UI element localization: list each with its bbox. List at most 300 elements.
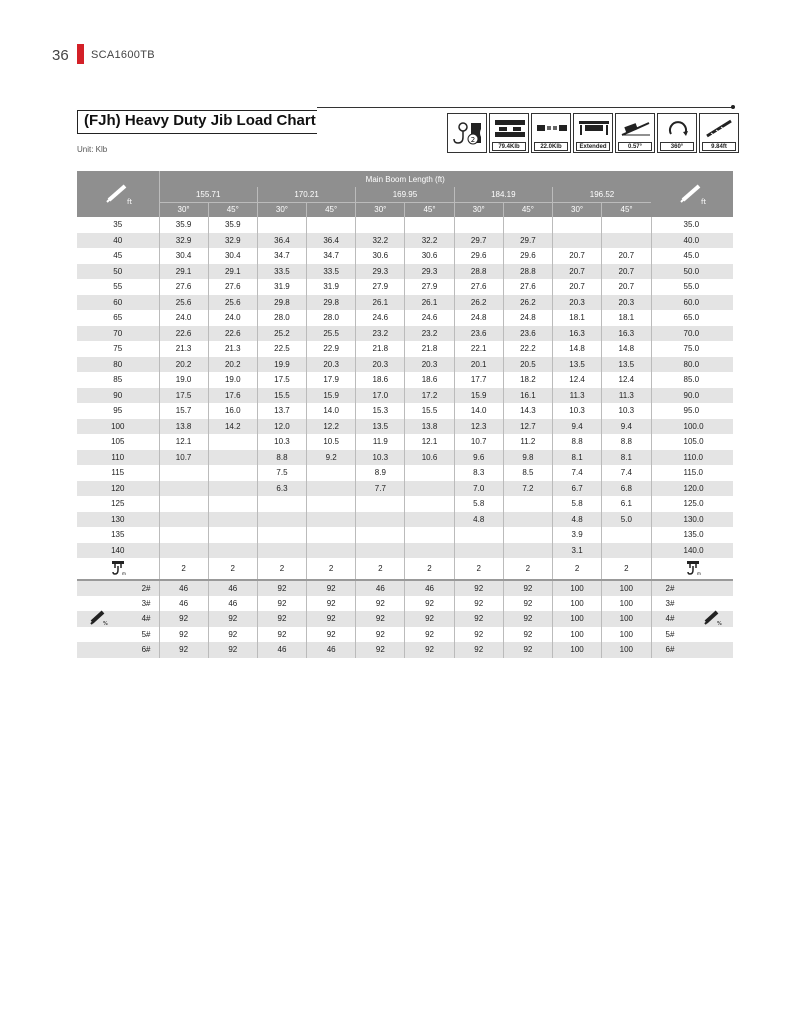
load-cell: 13.5 bbox=[356, 419, 405, 435]
hook-lines-icon bbox=[684, 560, 702, 576]
load-cell: 10.3 bbox=[602, 403, 651, 419]
radius-cell-right: 135.0 bbox=[651, 527, 733, 543]
load-cell: 13.8 bbox=[159, 419, 208, 435]
load-cell: 8.8 bbox=[257, 450, 306, 466]
table-row bbox=[77, 326, 733, 342]
load-cell: 20.3 bbox=[307, 357, 356, 373]
table-row bbox=[77, 543, 733, 559]
radius-cell-right: 95.0 bbox=[651, 403, 733, 419]
load-cell: 7.7 bbox=[356, 481, 405, 497]
load-cell bbox=[405, 217, 454, 233]
boom-angle-header: 30° bbox=[454, 202, 503, 217]
table-row bbox=[77, 357, 733, 373]
telescoping-row bbox=[77, 580, 733, 596]
load-cell bbox=[159, 465, 208, 481]
load-cell bbox=[159, 512, 208, 528]
radius-cell: 45 bbox=[77, 248, 159, 264]
load-cell: 5.8 bbox=[553, 496, 602, 512]
load-cell: 8.9 bbox=[356, 465, 405, 481]
load-cell: 3.1 bbox=[553, 543, 602, 559]
load-cell bbox=[208, 450, 257, 466]
radius-cell-right: 115.0 bbox=[651, 465, 733, 481]
load-cell: 27.6 bbox=[454, 279, 503, 295]
load-cell: 24.6 bbox=[405, 310, 454, 326]
load-cell: 13.5 bbox=[602, 357, 651, 373]
radius-cell: 40 bbox=[77, 233, 159, 249]
telescoping-cell: 92 bbox=[503, 580, 552, 596]
telescope-percent-icon bbox=[89, 608, 109, 626]
load-cell: 10.6 bbox=[405, 450, 454, 466]
load-cell: 14.3 bbox=[503, 403, 552, 419]
telescoping-cell: 92 bbox=[159, 642, 208, 658]
load-cell: 27.9 bbox=[356, 279, 405, 295]
load-cell: 15.3 bbox=[356, 403, 405, 419]
load-cell bbox=[307, 543, 356, 559]
load-cell: 12.3 bbox=[454, 419, 503, 435]
boom-radius-icon bbox=[103, 180, 133, 206]
load-cell bbox=[208, 496, 257, 512]
load-cell: 10.5 bbox=[307, 434, 356, 450]
load-cell: 36.4 bbox=[307, 233, 356, 249]
load-cell bbox=[307, 496, 356, 512]
load-cell: 28.8 bbox=[503, 264, 552, 280]
load-cell bbox=[553, 233, 602, 249]
load-cell bbox=[257, 512, 306, 528]
load-cell: 12.2 bbox=[307, 419, 356, 435]
load-cell bbox=[208, 434, 257, 450]
red-accent-bar bbox=[77, 44, 84, 64]
section-label-right: 4# % bbox=[651, 611, 733, 627]
telescoping-cell: 92 bbox=[356, 627, 405, 643]
load-cell: 23.2 bbox=[356, 326, 405, 342]
load-cell bbox=[307, 217, 356, 233]
load-cell: 6.8 bbox=[602, 481, 651, 497]
telescoping-cell: 92 bbox=[159, 611, 208, 627]
telescoping-cell: 92 bbox=[454, 642, 503, 658]
counterweight-label: 79.4Klb bbox=[492, 142, 526, 151]
hook-weight-icon bbox=[447, 113, 487, 153]
load-cell: 4.8 bbox=[553, 512, 602, 528]
load-cell: 11.9 bbox=[356, 434, 405, 450]
load-cell: 16.1 bbox=[503, 388, 552, 404]
load-cell: 27.9 bbox=[405, 279, 454, 295]
boom-angle-header: 30° bbox=[553, 202, 602, 217]
radius-cell-right: 45.0 bbox=[651, 248, 733, 264]
telescoping-cell: 100 bbox=[553, 627, 602, 643]
load-cell bbox=[356, 217, 405, 233]
load-cell: 20.2 bbox=[208, 357, 257, 373]
load-cell: 10.3 bbox=[257, 434, 306, 450]
load-cell: 23.6 bbox=[503, 326, 552, 342]
radius-cell: 105 bbox=[77, 434, 159, 450]
load-cell: 25.5 bbox=[307, 326, 356, 342]
load-cell: 29.3 bbox=[356, 264, 405, 280]
parts-of-line-cell: 2 bbox=[159, 558, 208, 580]
load-cell bbox=[208, 465, 257, 481]
load-cell: 33.5 bbox=[257, 264, 306, 280]
load-cell: 29.3 bbox=[405, 264, 454, 280]
load-cell: 7.4 bbox=[602, 465, 651, 481]
svg-text:ft: ft bbox=[701, 198, 707, 206]
load-cell: 19.0 bbox=[159, 372, 208, 388]
load-cell: 8.8 bbox=[553, 434, 602, 450]
load-cell: 24.8 bbox=[454, 310, 503, 326]
radius-cell-right: 70.0 bbox=[651, 326, 733, 342]
load-cell: 5.8 bbox=[454, 496, 503, 512]
telescoping-cell: 92 bbox=[159, 627, 208, 643]
table-row bbox=[77, 450, 733, 466]
load-cell: 12.0 bbox=[257, 419, 306, 435]
telescoping-row bbox=[77, 611, 733, 627]
telescoping-row bbox=[77, 627, 733, 643]
telescoping-cell: 92 bbox=[454, 596, 503, 612]
load-cell bbox=[503, 512, 552, 528]
boom-length-header: 184.19 bbox=[454, 187, 552, 202]
telescoping-row bbox=[77, 596, 733, 612]
load-cell: 11.3 bbox=[553, 388, 602, 404]
load-cell: 9.4 bbox=[553, 419, 602, 435]
telescoping-cell: 92 bbox=[454, 580, 503, 596]
outrigger-label: Extended bbox=[576, 142, 610, 151]
page-number: 36 bbox=[52, 47, 69, 64]
table-row bbox=[77, 481, 733, 497]
table-row bbox=[77, 233, 733, 249]
title-rule-dot bbox=[731, 105, 735, 109]
telescoping-row bbox=[77, 642, 733, 658]
load-cell: 13.5 bbox=[553, 357, 602, 373]
load-cell: 9.8 bbox=[503, 450, 552, 466]
load-cell: 8.1 bbox=[602, 450, 651, 466]
outrigger-icon bbox=[573, 113, 613, 153]
telescoping-cell: 92 bbox=[405, 627, 454, 643]
load-cell bbox=[208, 512, 257, 528]
radius-cell: 80 bbox=[77, 357, 159, 373]
load-cell: 11.2 bbox=[503, 434, 552, 450]
load-cell: 30.6 bbox=[356, 248, 405, 264]
load-cell: 36.4 bbox=[257, 233, 306, 249]
load-cell: 17.7 bbox=[454, 372, 503, 388]
radius-cell-right: 120.0 bbox=[651, 481, 733, 497]
load-cell: 19.9 bbox=[257, 357, 306, 373]
load-cell: 7.0 bbox=[454, 481, 503, 497]
load-cell: 7.4 bbox=[553, 465, 602, 481]
radius-cell-right: 65.0 bbox=[651, 310, 733, 326]
radius-cell: 50 bbox=[77, 264, 159, 280]
section-label-right: 3# bbox=[651, 596, 733, 612]
load-cell: 12.1 bbox=[405, 434, 454, 450]
boom-length-header: 155.71 bbox=[159, 187, 257, 202]
load-cell: 29.8 bbox=[257, 295, 306, 311]
load-cell: 12.7 bbox=[503, 419, 552, 435]
radius-cell: 110 bbox=[77, 450, 159, 466]
load-cell: 26.1 bbox=[405, 295, 454, 311]
load-cell: 17.5 bbox=[257, 372, 306, 388]
parts-of-line-icon-cell bbox=[77, 558, 159, 580]
load-cell: 28.0 bbox=[257, 310, 306, 326]
radius-cell-right: 100.0 bbox=[651, 419, 733, 435]
parts-of-line-cell: 2 bbox=[602, 558, 651, 580]
telescoping-cell: 92 bbox=[503, 627, 552, 643]
radius-cell: 95 bbox=[77, 403, 159, 419]
table-row bbox=[77, 496, 733, 512]
telescoping-cell: 92 bbox=[503, 642, 552, 658]
load-cell bbox=[307, 512, 356, 528]
load-cell: 20.7 bbox=[553, 279, 602, 295]
load-cell: 20.7 bbox=[602, 279, 651, 295]
load-cell: 20.3 bbox=[405, 357, 454, 373]
telescoping-cell: 92 bbox=[405, 642, 454, 658]
load-cell: 20.7 bbox=[553, 264, 602, 280]
radius-cell-right: 40.0 bbox=[651, 233, 733, 249]
telescoping-cell: 100 bbox=[553, 642, 602, 658]
radius-cell: 135 bbox=[77, 527, 159, 543]
parts-of-line-cell: 2 bbox=[454, 558, 503, 580]
load-cell: 20.3 bbox=[553, 295, 602, 311]
telescoping-cell: 100 bbox=[602, 642, 651, 658]
load-cell: 7.2 bbox=[503, 481, 552, 497]
load-cell bbox=[503, 527, 552, 543]
load-cell: 20.7 bbox=[602, 264, 651, 280]
model-name: SCA1600TB bbox=[91, 49, 155, 61]
table-row bbox=[77, 264, 733, 280]
parts-of-line-cell: 2 bbox=[208, 558, 257, 580]
telescope-icon-left bbox=[89, 608, 109, 628]
load-cell: 26.2 bbox=[454, 295, 503, 311]
tilt-icon bbox=[615, 113, 655, 153]
telescoping-cell: 92 bbox=[454, 627, 503, 643]
load-cell: 29.6 bbox=[454, 248, 503, 264]
load-cell: 20.7 bbox=[553, 248, 602, 264]
load-cell: 10.3 bbox=[356, 450, 405, 466]
telescope-icon-right bbox=[703, 608, 723, 628]
telescoping-cell: 46 bbox=[307, 642, 356, 658]
load-cell: 10.3 bbox=[553, 403, 602, 419]
load-cell: 13.7 bbox=[257, 403, 306, 419]
load-cell: 17.9 bbox=[307, 372, 356, 388]
radius-cell: 140 bbox=[77, 543, 159, 559]
load-cell: 31.9 bbox=[257, 279, 306, 295]
load-cell: 20.7 bbox=[602, 248, 651, 264]
telescoping-cell: 92 bbox=[257, 627, 306, 643]
radius-cell: 35 bbox=[77, 217, 159, 233]
load-cell: 17.0 bbox=[356, 388, 405, 404]
table-row bbox=[77, 388, 733, 404]
load-cell: 22.9 bbox=[307, 341, 356, 357]
load-cell: 18.2 bbox=[503, 372, 552, 388]
load-cell bbox=[405, 481, 454, 497]
load-cell bbox=[454, 527, 503, 543]
boom-angle-header: 45° bbox=[208, 202, 257, 217]
telescoping-cell: 92 bbox=[405, 596, 454, 612]
load-chart-table bbox=[77, 171, 733, 658]
parts-of-line-cell: 2 bbox=[356, 558, 405, 580]
ballast-icon bbox=[531, 113, 571, 153]
radius-cell: 100 bbox=[77, 419, 159, 435]
page-title: (FJh) Heavy Duty Jib Load Chart bbox=[84, 112, 316, 129]
load-cell: 21.3 bbox=[208, 341, 257, 357]
radius-cell: 65 bbox=[77, 310, 159, 326]
load-cell: 32.2 bbox=[356, 233, 405, 249]
load-cell: 29.6 bbox=[503, 248, 552, 264]
telescoping-cell: 92 bbox=[503, 596, 552, 612]
section-label-right: 2# bbox=[651, 580, 733, 596]
load-cell bbox=[208, 527, 257, 543]
load-cell: 12.4 bbox=[553, 372, 602, 388]
load-cell: 30.4 bbox=[159, 248, 208, 264]
telescoping-cell: 92 bbox=[208, 611, 257, 627]
radius-cell: 90 bbox=[77, 388, 159, 404]
radius-cell: 115 bbox=[77, 465, 159, 481]
telescoping-cell: 46 bbox=[257, 642, 306, 658]
load-cell: 26.1 bbox=[356, 295, 405, 311]
load-cell: 18.6 bbox=[356, 372, 405, 388]
load-cell bbox=[257, 527, 306, 543]
load-cell: 29.8 bbox=[307, 295, 356, 311]
table-row bbox=[77, 434, 733, 450]
load-cell: 30.4 bbox=[208, 248, 257, 264]
load-cell: 14.0 bbox=[307, 403, 356, 419]
parts-of-line-cell: 2 bbox=[405, 558, 454, 580]
load-cell bbox=[257, 496, 306, 512]
radius-cell: 55 bbox=[77, 279, 159, 295]
load-cell: 34.7 bbox=[307, 248, 356, 264]
radius-cell-right: 80.0 bbox=[651, 357, 733, 373]
telescoping-cell: 46 bbox=[159, 580, 208, 596]
telescoping-cell: 92 bbox=[356, 596, 405, 612]
radius-cell-right: 125.0 bbox=[651, 496, 733, 512]
load-cell: 4.8 bbox=[454, 512, 503, 528]
radius-cell: 130 bbox=[77, 512, 159, 528]
load-cell: 23.6 bbox=[454, 326, 503, 342]
load-cell: 10.7 bbox=[159, 450, 208, 466]
table-row bbox=[77, 248, 733, 264]
load-cell: 24.8 bbox=[503, 310, 552, 326]
table-row bbox=[77, 217, 733, 233]
load-cell: 29.1 bbox=[159, 264, 208, 280]
load-cell: 6.3 bbox=[257, 481, 306, 497]
load-cell: 21.8 bbox=[356, 341, 405, 357]
section-label-right: 6# bbox=[651, 642, 733, 658]
load-cell: 27.6 bbox=[159, 279, 208, 295]
svg-text:m: m bbox=[121, 570, 126, 576]
telescoping-cell: 92 bbox=[307, 627, 356, 643]
load-cell bbox=[454, 217, 503, 233]
load-cell: 28.8 bbox=[454, 264, 503, 280]
radius-cell-right: 60.0 bbox=[651, 295, 733, 311]
load-cell: 12.1 bbox=[159, 434, 208, 450]
table-row bbox=[77, 403, 733, 419]
load-cell: 15.9 bbox=[307, 388, 356, 404]
load-cell: 22.6 bbox=[159, 326, 208, 342]
load-cell: 13.8 bbox=[405, 419, 454, 435]
load-cell bbox=[553, 217, 602, 233]
load-cell: 20.5 bbox=[503, 357, 552, 373]
telescoping-cell: 100 bbox=[602, 611, 651, 627]
load-cell: 27.6 bbox=[503, 279, 552, 295]
load-cell: 16.0 bbox=[208, 403, 257, 419]
hook-lines-icon bbox=[109, 560, 127, 576]
table-row bbox=[77, 279, 733, 295]
radius-cell-right: 35.0 bbox=[651, 217, 733, 233]
section-label: 2# bbox=[77, 580, 159, 596]
telescoping-cell: 100 bbox=[602, 627, 651, 643]
table-row bbox=[77, 372, 733, 388]
load-cell bbox=[208, 543, 257, 559]
boom-angle-header: 45° bbox=[602, 202, 651, 217]
spec-icons bbox=[447, 113, 739, 153]
load-cell: 14.8 bbox=[602, 341, 651, 357]
load-cell: 10.7 bbox=[454, 434, 503, 450]
load-cell: 22.5 bbox=[257, 341, 306, 357]
telescoping-cell: 46 bbox=[356, 580, 405, 596]
radius-cell: 125 bbox=[77, 496, 159, 512]
svg-text:%: % bbox=[103, 621, 108, 626]
jib-icon bbox=[699, 113, 739, 153]
load-cell: 27.6 bbox=[208, 279, 257, 295]
parts-of-line-cell: 2 bbox=[503, 558, 552, 580]
load-cell: 26.2 bbox=[503, 295, 552, 311]
load-cell: 21.3 bbox=[159, 341, 208, 357]
radius-cell-right: 85.0 bbox=[651, 372, 733, 388]
load-cell bbox=[159, 496, 208, 512]
load-cell: 35.9 bbox=[159, 217, 208, 233]
boom-length-header: 169.95 bbox=[356, 187, 454, 202]
telescope-percent-icon bbox=[703, 608, 723, 626]
load-cell: 20.3 bbox=[356, 357, 405, 373]
telescoping-cell: 46 bbox=[208, 596, 257, 612]
table-row bbox=[77, 465, 733, 481]
load-cell: 14.8 bbox=[553, 341, 602, 357]
load-cell bbox=[405, 496, 454, 512]
telescoping-cell: 92 bbox=[257, 611, 306, 627]
load-cell: 32.9 bbox=[159, 233, 208, 249]
radius-cell: 60 bbox=[77, 295, 159, 311]
telescoping-cell: 92 bbox=[356, 642, 405, 658]
parts-of-line-icon-cell-right bbox=[651, 558, 733, 580]
load-cell: 21.8 bbox=[405, 341, 454, 357]
rotation-label: 360° bbox=[660, 142, 694, 151]
radius-cell-right: 50.0 bbox=[651, 264, 733, 280]
load-cell bbox=[257, 543, 306, 559]
load-cell: 8.1 bbox=[553, 450, 602, 466]
load-cell: 18.1 bbox=[553, 310, 602, 326]
load-cell: 9.2 bbox=[307, 450, 356, 466]
load-cell: 25.6 bbox=[208, 295, 257, 311]
telescoping-cell: 92 bbox=[257, 580, 306, 596]
load-cell bbox=[307, 481, 356, 497]
load-cell: 9.6 bbox=[454, 450, 503, 466]
load-cell bbox=[257, 217, 306, 233]
rotation-icon bbox=[657, 113, 697, 153]
radius-cell: 85 bbox=[77, 372, 159, 388]
load-cell: 35.9 bbox=[208, 217, 257, 233]
telescoping-cell: 92 bbox=[405, 611, 454, 627]
load-cell: 24.6 bbox=[356, 310, 405, 326]
load-cell: 29.7 bbox=[454, 233, 503, 249]
telescoping-cell: 46 bbox=[405, 580, 454, 596]
table-row bbox=[77, 527, 733, 543]
load-cell: 6.1 bbox=[602, 496, 651, 512]
table-row bbox=[77, 419, 733, 435]
load-cell: 29.7 bbox=[503, 233, 552, 249]
load-cell bbox=[503, 496, 552, 512]
telescoping-cell: 100 bbox=[553, 596, 602, 612]
load-cell: 15.5 bbox=[405, 403, 454, 419]
boom-length-header: 170.21 bbox=[257, 187, 355, 202]
load-cell: 15.5 bbox=[257, 388, 306, 404]
section-label-right: 5# bbox=[651, 627, 733, 643]
load-cell bbox=[503, 217, 552, 233]
